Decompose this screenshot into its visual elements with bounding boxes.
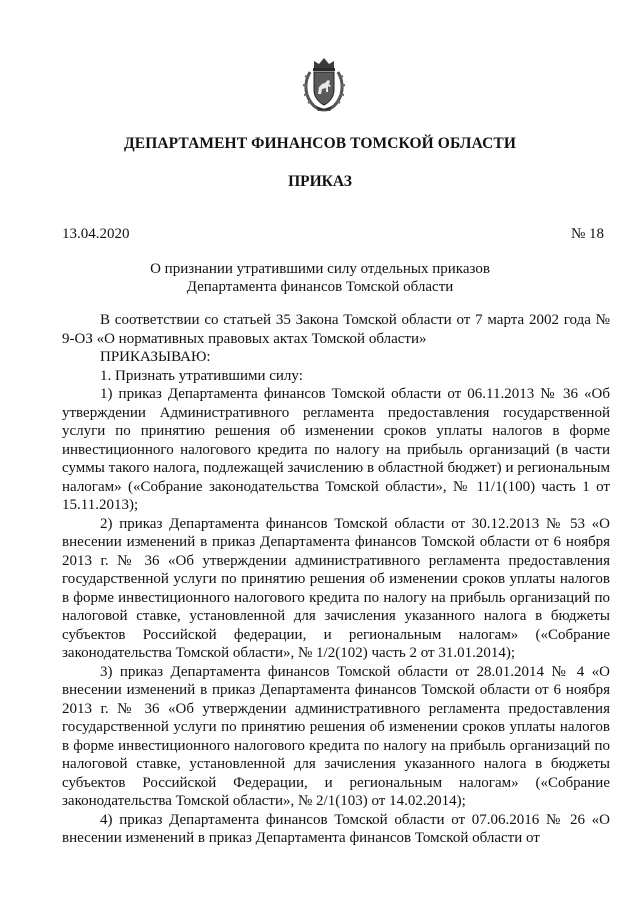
- tomsk-oblast-coat-of-arms-icon: [300, 56, 348, 112]
- order-word: ПРИКАЗЫВАЮ:: [100, 349, 211, 365]
- document-number: № 18: [570, 226, 604, 242]
- subpoint-4: 4) приказ Департамента финансов Томской области от 07.06.2016 № 26 «О внесении изменений в приказ Департамента финансов Томской области от: [62, 811, 610, 846]
- subpoint-1: 1) приказ Департамента финансов Томской области от 06.11.2013 № 36 «Об утверждении Административного регламента предоставления государственной услуги по принятию решения об изменении сроков уплаты налогов в форме инвестиционного налогового кредита по налогу на прибыль организаций (в части суммы такого налога, подлежащей зачислению в областной бюджет) и региональным налогам» («Собрание законодательства Томской области», № 11/1(100) часть 1 от 15.11.2013);: [62, 386, 610, 513]
- subpoint-2: 2) приказ Департамента финансов Томской области от 30.12.2013 № 53 «О внесении изменений в приказ Департамента финансов Томской области от 6 ноября 2013 г. № 36 «Об утверждении административного регламента предоставления государственной услуги по принятию решения об изменении сроков уплаты налогов в форме инвестиционного налогового кредита по налогу на прибыль организаций по налоговой ставке, установленной для зачисления указанного налога в бюджеты субъектов Российской федерации, и региональным налогам» («Собрание законодательства Томской области», № 1/2(102) часть 2 от 31.01.2014);: [62, 515, 610, 661]
- subject-line-2: Департамента финансов Томской области: [186, 279, 454, 295]
- subject-line-1: О признании утратившими силу отдельных приказов: [150, 261, 490, 277]
- preamble-paragraph: В соответствии со статьей 35 Закона Томской области от 7 марта 2002 года № 9-ОЗ «О нормативных правовых актах Томской области»: [62, 312, 610, 347]
- subpoint-3: 3) приказ Департамента финансов Томской области от 28.01.2014 № 4 «О внесении изменений в приказ Департамента финансов Томской области от 6 ноября 2013 г. № 36 «Об утверждении административного регламента предоставления государственной услуги по принятию решения об изменении сроков уплаты налогов в форме инвестиционного налогового кредита по налогу на прибыль организаций по налоговой ставке, установленной для зачисления указанного налога в бюджеты субъектов Российской Федерации, и региональным налогам» («Собрание законодательства Томской области», № 2/1(103) от 14.02.2014);: [62, 663, 610, 809]
- point-1: 1. Признать утратившими силу:: [100, 367, 303, 384]
- document-body: [62, 311, 610, 848]
- document-type-title: ПРИКАЗ: [288, 173, 352, 190]
- department-title: ДЕПАРТАМЕНТ ФИНАНСОВ ТОМСКОЙ ОБЛАСТИ: [124, 135, 516, 152]
- document-subject: [0, 260, 640, 296]
- document-date: 13.04.2020: [62, 226, 130, 242]
